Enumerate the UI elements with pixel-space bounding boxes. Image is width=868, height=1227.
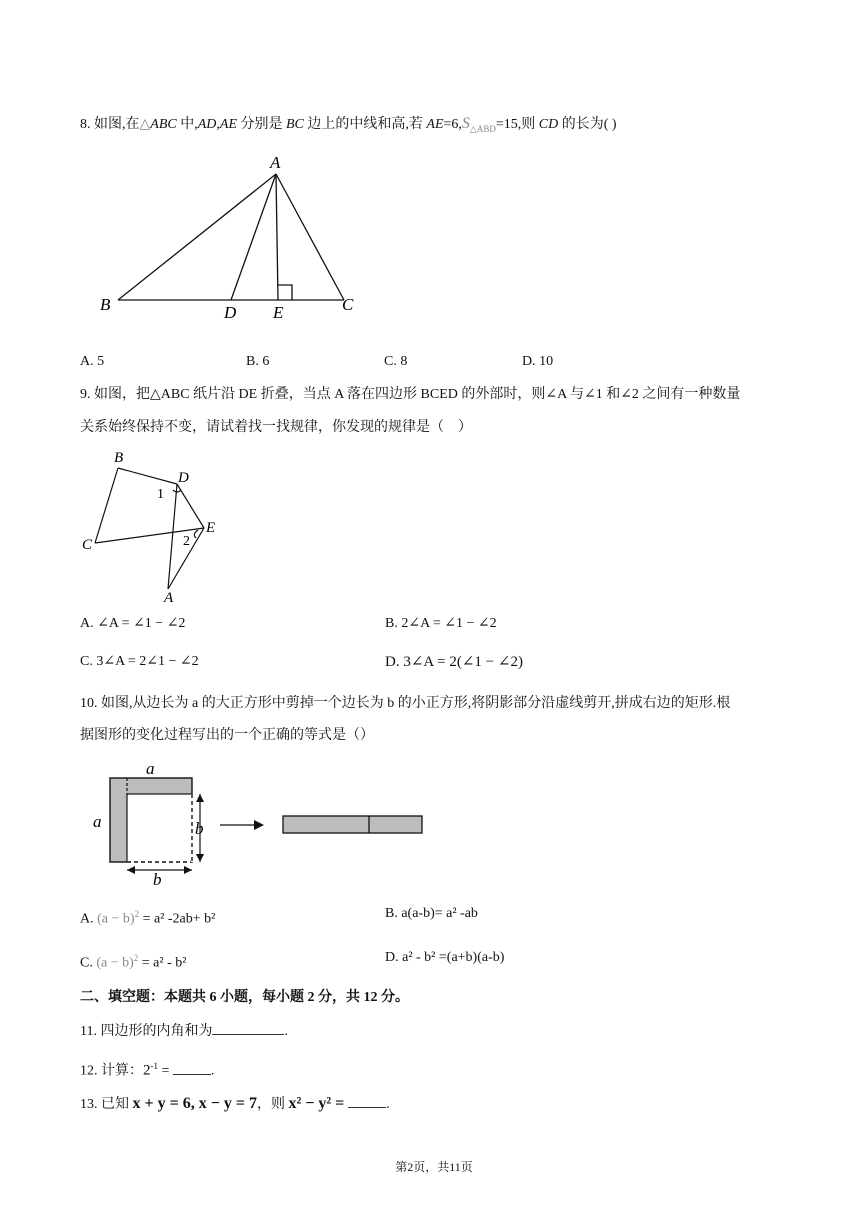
label-a-left: a	[93, 812, 102, 831]
label-e: E	[206, 520, 216, 536]
option-letter: A.	[80, 911, 94, 927]
q12-text: 12. 计算：	[80, 1063, 143, 1079]
label-a-top: a	[146, 759, 155, 778]
q8-option-a: A. 5	[80, 354, 105, 369]
q8-text: =15,则	[495, 117, 539, 132]
answer-blank[interactable]	[173, 1074, 211, 1075]
q8-figure	[90, 150, 370, 330]
label-angle-1: 1	[157, 487, 164, 502]
q8-stem	[80, 114, 617, 139]
q9-stem-line1: 9. 如图，把△ABC 纸片沿 DE 折叠，当点 A 落在四边形 BCED 的外部时，则∠A 与∠1 和∠2 之间有一种数量	[80, 387, 741, 402]
answer-blank[interactable]	[348, 1107, 386, 1108]
label-b: B	[114, 450, 124, 466]
triangle-symbol: △	[139, 117, 151, 132]
q10-option-a	[80, 904, 215, 930]
option-letter: C.	[80, 955, 93, 971]
area-subscript: △ABD	[469, 123, 496, 134]
q9-option-c: C. 3∠A = 2∠1 − ∠2	[80, 654, 199, 669]
q10-figure	[90, 758, 430, 888]
q13-expression: x² − y² =	[288, 1095, 345, 1112]
q10-option-d: D. a² - b² =(a+b)(a-b)	[385, 950, 505, 965]
label-b: B	[100, 295, 111, 314]
answer-blank[interactable]	[212, 1034, 284, 1035]
q8-text: 8. 如图,在	[80, 117, 140, 132]
label-b-bottom: b	[153, 870, 162, 888]
expr-lhs: (a − b)	[97, 911, 135, 927]
q8-text: AD,AE	[197, 117, 237, 132]
q11	[80, 1022, 288, 1042]
q10-option-c	[80, 948, 186, 974]
q9-option-b: B. 2∠A = ∠1 − ∠2	[385, 616, 497, 631]
label-a: A	[270, 153, 281, 172]
label-c: C	[82, 537, 93, 553]
q11-end: .	[284, 1024, 288, 1039]
q9-stem-line2: 关系始终保持不变，请试着找一找规律，你发现的规律是（ ）	[80, 420, 472, 435]
label-a: A	[164, 590, 174, 606]
q13	[80, 1094, 390, 1115]
area-symbol: S	[461, 115, 470, 132]
q8-option-b: B. 6	[246, 354, 270, 369]
expr-rhs: = a² -2ab+ b²	[139, 911, 216, 927]
q8-text: 分别是	[237, 117, 286, 132]
q12-end: .	[210, 1063, 215, 1079]
label-e: E	[273, 303, 284, 322]
q8-text: =6,	[443, 117, 462, 132]
q13-text: ，则	[256, 1097, 289, 1112]
label-d: D	[224, 303, 237, 322]
q8-text: 边上的中线和高,若	[303, 117, 427, 132]
q13-text: 13. 已知	[80, 1097, 133, 1112]
page-footer: 第2页，共11页	[395, 1160, 473, 1174]
q12-base: 2	[143, 1062, 151, 1079]
label-b-right: b	[195, 819, 204, 838]
q8-text: BC	[286, 117, 304, 132]
q9-option-a: A. ∠A = ∠1 − ∠2	[80, 616, 186, 631]
q12-exponent: -1	[150, 1061, 158, 1071]
expr-lhs: (a − b)	[96, 955, 134, 971]
q12	[80, 1056, 214, 1082]
expr-rhs: = a² - b²	[138, 955, 187, 971]
label-c: C	[342, 295, 354, 314]
q9-option-d: D. 3∠A = 2(∠1 − ∠2)	[385, 654, 523, 670]
label-d: D	[178, 470, 189, 486]
q12-equals: =	[158, 1063, 173, 1079]
q10-stem-line2: 据图形的变化过程写出的一个正确的等式是（）	[80, 728, 374, 743]
q8-text: 的长为( )	[558, 117, 617, 132]
q11-text: 11. 四边形的内角和为	[80, 1024, 213, 1039]
expr-exponent: 2	[134, 909, 140, 919]
q8-option-c: C. 8	[384, 354, 408, 369]
q13-condition: x + y = 6, x − y = 7	[132, 1095, 257, 1112]
q10-option-b: B. a(a-b)= a² -ab	[385, 906, 478, 921]
label-angle-2: 2	[183, 534, 190, 549]
q9-figure	[78, 446, 238, 606]
q8-text: ABC	[150, 117, 177, 132]
q10-stem-line1: 10. 如图,从边长为 a 的大正方形中剪掉一个边长为 b 的小正方形,将阴影部分沿虚线剪开,拼成右边的矩形.根	[80, 696, 731, 711]
q8-option-d: D. 10	[522, 354, 554, 369]
q8-text: AE	[426, 117, 444, 132]
section-heading: 二、填空题：本题共 6 小题，每小题 2 分，共 12 分。	[80, 990, 409, 1005]
q8-text: 中,	[176, 117, 198, 132]
q8-text: CD	[538, 117, 559, 132]
expr-exponent: 2	[133, 953, 139, 963]
q13-end: .	[386, 1097, 390, 1112]
